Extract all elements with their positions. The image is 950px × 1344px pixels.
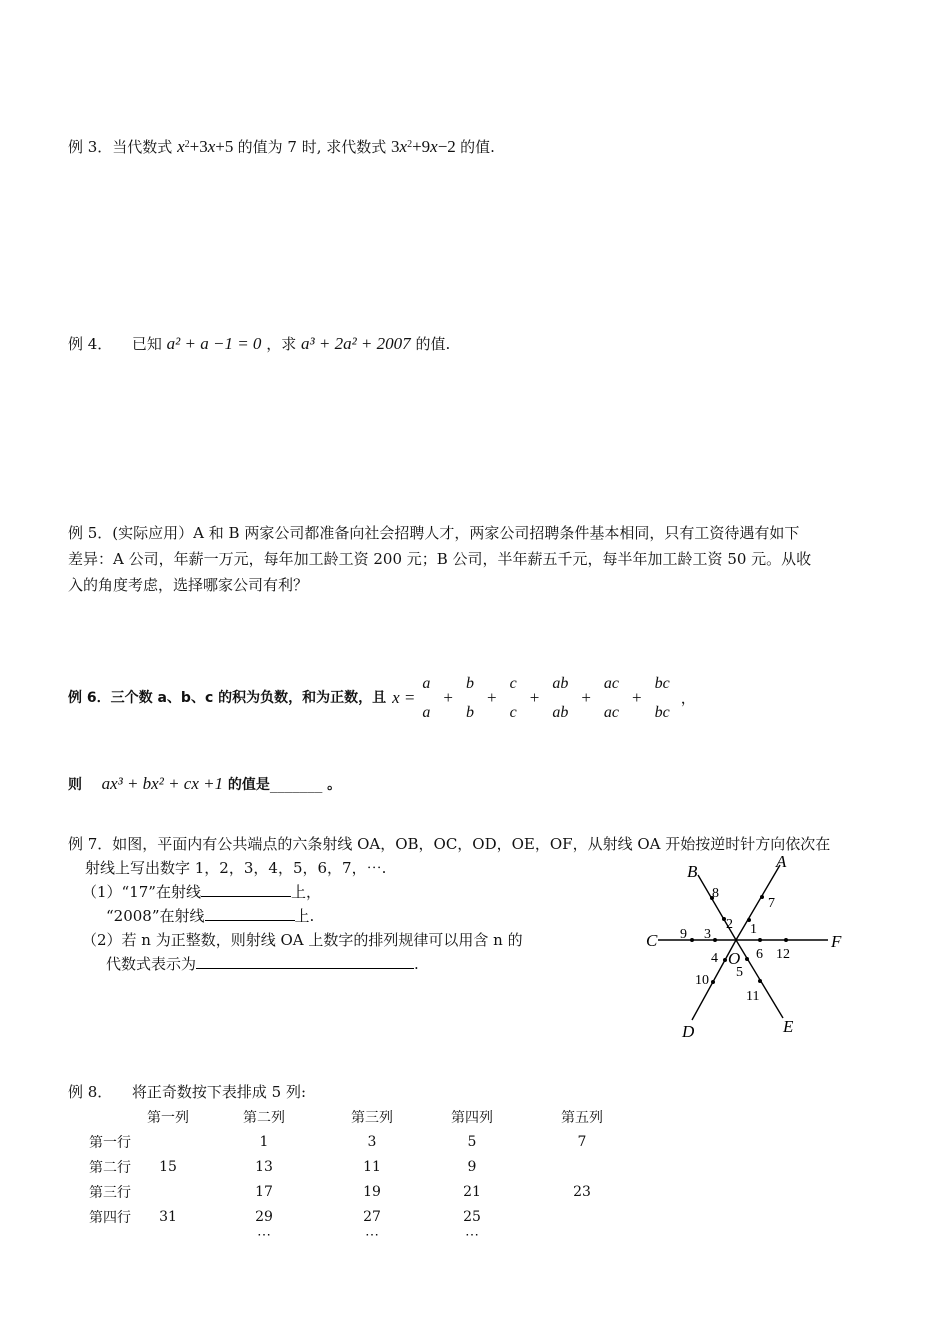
num-1: 1 xyxy=(750,922,757,937)
answer-blank[interactable] xyxy=(205,904,295,921)
fraction: c c xyxy=(509,674,517,721)
num-5: 5 xyxy=(736,965,743,980)
fraction: a a xyxy=(422,674,431,721)
table-row xyxy=(80,1204,632,1229)
plus-sign: + xyxy=(632,688,642,707)
num-4: 4 xyxy=(711,951,718,966)
example-6-expression: ax³ + bx² + cx +1 xyxy=(101,774,224,793)
num-6: 6 xyxy=(756,947,763,962)
table-cell xyxy=(140,1129,196,1154)
example-6-ask: 的值是 xyxy=(227,777,270,793)
num-3: 3 xyxy=(704,927,711,942)
plus-sign: + xyxy=(487,688,497,707)
expression-2: $3x^2+9x-2$ xyxy=(391,137,456,156)
table-cell: 3 xyxy=(367,1133,377,1150)
table-cell: 27 xyxy=(363,1208,381,1225)
num-9: 9 xyxy=(680,927,687,942)
table-cell xyxy=(532,1229,632,1254)
plus-sign: + xyxy=(581,688,591,707)
example-4-known: 已知 xyxy=(131,335,162,353)
table-cell: 31 xyxy=(159,1208,177,1225)
plus-sign: + xyxy=(529,688,540,707)
num-10: 10 xyxy=(695,973,709,988)
table-row xyxy=(80,1229,632,1254)
example-4 xyxy=(68,333,450,355)
table-cell: ⋯ xyxy=(257,1227,271,1243)
example-8-title: 例 8． xyxy=(68,1083,113,1101)
table-cell: 29 xyxy=(255,1208,273,1225)
rays-figure xyxy=(640,850,860,1050)
odd-number-table xyxy=(80,1104,632,1254)
example-6 xyxy=(68,670,696,726)
label-d: D xyxy=(682,1022,695,1041)
example-8-description: 将正奇数按下表排成 5 列: xyxy=(131,1083,307,1101)
example-3-middle: 的值为 7 时, 求代数式 xyxy=(237,138,387,156)
example-7-line-1: 例 7．如图，平面内有公共端点的六条射线 OA，OB，OC，OD，OE，OF，从射线 OA 开始按逆时针方向依次在 xyxy=(68,835,831,853)
row-label xyxy=(80,1229,140,1254)
plus-sign: + xyxy=(443,688,454,707)
dot-3 xyxy=(713,938,717,942)
table-cell: 21 xyxy=(463,1183,481,1200)
table-cell: 11 xyxy=(363,1158,381,1175)
row-label: 第一行 xyxy=(89,1134,131,1151)
column-header: 第一列 xyxy=(147,1109,189,1126)
example-3-label: 例 3．当代数式 xyxy=(68,138,173,156)
example-6-question xyxy=(68,773,341,796)
table-cell xyxy=(140,1229,196,1254)
question-1a: （1）“17”在射线 上， xyxy=(68,880,830,904)
num-8: 8 xyxy=(712,886,719,901)
label-b: B xyxy=(687,862,698,881)
answer-blank[interactable] xyxy=(201,880,291,897)
dot-7 xyxy=(760,895,764,899)
fraction: ab ab xyxy=(552,674,569,721)
dot-6 xyxy=(758,938,762,942)
fraction: ac ac xyxy=(603,674,620,721)
table-row xyxy=(80,1179,632,1204)
row-label: 第四行 xyxy=(89,1209,131,1226)
row-label: 第三行 xyxy=(89,1184,131,1201)
example-4-label: 例 4． xyxy=(68,335,113,353)
example-7-line-2: 射线上写出数字 1，2，3，4，5，6，7，⋯. xyxy=(85,859,387,877)
column-header: 第五列 xyxy=(561,1109,603,1126)
example-6-tail: ， xyxy=(680,689,696,707)
fraction: b b xyxy=(466,674,475,721)
num-12: 12 xyxy=(776,947,790,962)
row-label: 第二行 xyxy=(89,1159,131,1176)
label-o: O xyxy=(728,949,741,968)
num-11: 11 xyxy=(746,989,760,1004)
example-4-equation: a² + a −1 = 0 xyxy=(166,334,262,353)
table-row xyxy=(80,1154,632,1179)
example-6-blank: _______ xyxy=(269,775,323,793)
fraction: bc bc xyxy=(654,674,670,721)
expression-1: $x^2+3x+5$ xyxy=(177,137,234,156)
num-2: 2 xyxy=(726,917,733,932)
example-5-line-1: 例 5．(实际应用）A 和 B 两家公司都准备向社会招聘人才，两家公司招聘条件基本相同，只有工资待遇有如下 xyxy=(68,524,800,542)
table-cell: 23 xyxy=(573,1183,591,1200)
table-cell xyxy=(140,1179,196,1204)
example-4-expression: a³ + 2a² + 2007 xyxy=(301,334,411,353)
table-cell: 15 xyxy=(159,1158,177,1175)
label-f: F xyxy=(831,932,842,951)
example-5-line-3: 入的角度考虑，选择哪家公司有利？ xyxy=(68,576,309,594)
example-6-lead: 例 6．三个数 a、b、c 的积为负数，和为正数，且 xyxy=(68,690,387,706)
column-header: 第四列 xyxy=(451,1109,493,1126)
example-5 xyxy=(68,520,811,598)
example-3 xyxy=(68,134,495,158)
table-cell: 25 xyxy=(463,1208,481,1225)
table-cell: 17 xyxy=(255,1183,273,1200)
answer-blank[interactable] xyxy=(196,952,414,969)
example-8 xyxy=(68,1081,306,1103)
label-a: A xyxy=(776,852,787,871)
label-e: E xyxy=(783,1017,794,1036)
table-cell: ⋯ xyxy=(465,1227,479,1243)
question-2a: （2）若 n 为正整数，则射线 OA 上数字的排列规律可以用含 n 的 xyxy=(82,931,523,949)
table-cell xyxy=(532,1204,632,1229)
example-6-then: 则 xyxy=(68,777,82,793)
table-cell: 7 xyxy=(577,1133,587,1150)
question-2b: 代数式表示为 . xyxy=(68,952,830,976)
num-7: 7 xyxy=(768,896,775,911)
example-6-end: 。 xyxy=(327,777,342,793)
table-header-row xyxy=(80,1104,632,1129)
table-cell: 13 xyxy=(255,1158,273,1175)
example-4-end: 的值. xyxy=(415,335,451,353)
dot-11 xyxy=(758,979,762,983)
table-cell: 19 xyxy=(363,1183,381,1200)
table-cell: 1 xyxy=(259,1133,269,1150)
table-row xyxy=(80,1129,632,1154)
example-5-line-2: 差异：A 公司，年薪一万元，每年加工龄工资 200 元；B 公司，半年薪五千元，每半年加工龄工资 50 元。从收 xyxy=(68,550,812,568)
dot-5 xyxy=(745,957,749,961)
table-cell: 5 xyxy=(467,1133,477,1150)
dot-4 xyxy=(723,958,727,962)
table-cell: 9 xyxy=(467,1158,477,1175)
dot-9 xyxy=(690,938,694,942)
dot-10 xyxy=(711,980,715,984)
dot-12 xyxy=(784,938,788,942)
label-c: C xyxy=(646,931,658,950)
column-header: 第三列 xyxy=(351,1109,393,1126)
table-cell xyxy=(532,1154,632,1179)
x-equals: x = xyxy=(392,688,416,707)
table-cell: ⋯ xyxy=(365,1227,379,1243)
column-header: 第二列 xyxy=(243,1109,285,1126)
example-4-comma: ，求 xyxy=(266,335,297,353)
example-3-end: 的值. xyxy=(460,138,495,156)
question-1b: “2008”在射线 上. xyxy=(68,904,830,928)
